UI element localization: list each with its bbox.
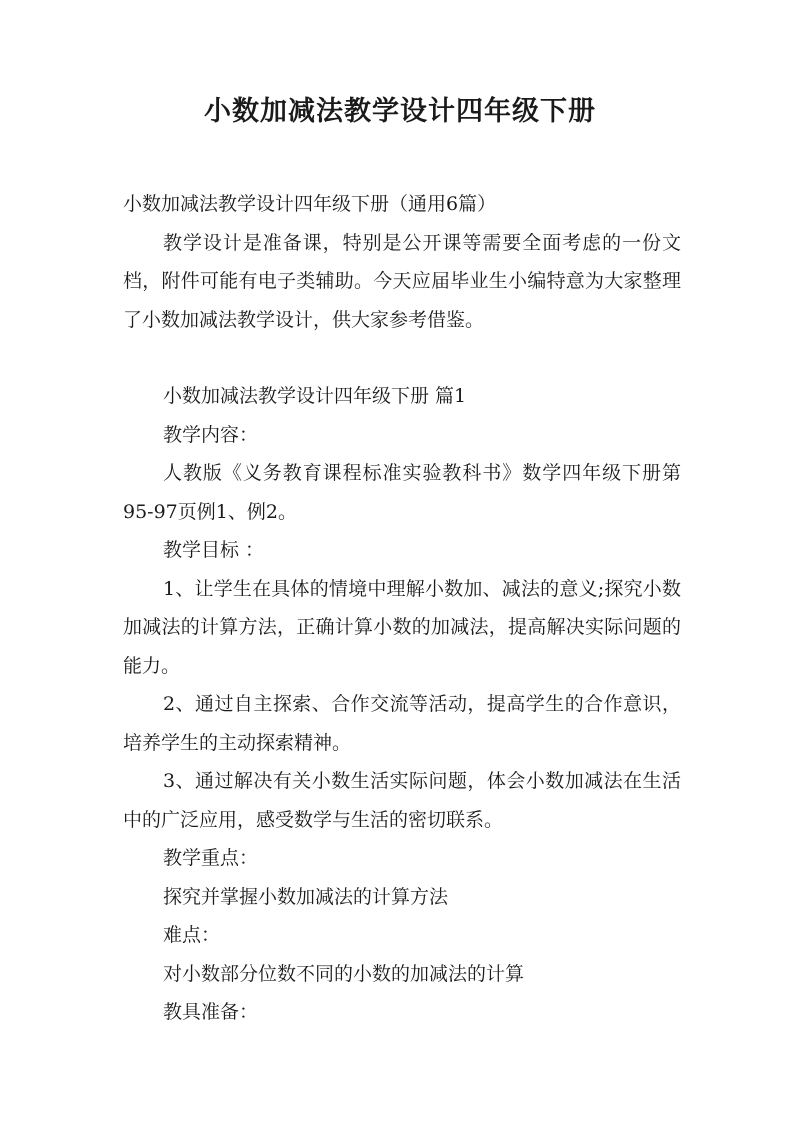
- document-subtitle: 小数加减法教学设计四年级下册（通用6篇）: [123, 193, 497, 215]
- document-title: 小数加减法教学设计四年级下册: [204, 96, 596, 127]
- goal-item-2: 2、通过自主探索、合作交流等活动，提高学生的合作意识，培养学生的主动探索精神。: [123, 693, 681, 754]
- document-body: [123, 185, 681, 1032]
- intro-paragraph: 教学设计是准备课，特别是公开课等需要全面考虑的一份文档，附件可能有电子类辅助。今天应届毕业生小编特意为大家整理了小数加减法教学设计，供大家参考借鉴。: [123, 231, 681, 331]
- difficulty-text: 对小数部分位数不同的小数的加减法的计算: [163, 962, 525, 985]
- section-heading: 小数加减法教学设计四年级下册 篇1: [163, 385, 467, 407]
- preparation-label: 教具准备：: [163, 1001, 259, 1023]
- content-text: 人教版《义务教育课程标准实验教科书》数学四年级下册第95-97页例1、例2。: [123, 462, 681, 523]
- goal-item-3: 3、通过解决有关小数生活实际问题，体会小数加减法在生活中的广泛应用，感受数学与生活的密切联系。: [123, 770, 681, 831]
- difficulty-label: 难点：: [163, 924, 221, 946]
- goal-item-1: 1、让学生在具体的情境中理解小数加、减法的意义;探究小数加减法的计算方法，正确计算小数的加减法，提高解决实际问题的能力。: [123, 577, 681, 677]
- paragraph-gap: [123, 339, 681, 377]
- goals-label: 教学目标 ：: [163, 539, 265, 561]
- key-point-label: 教学重点：: [163, 847, 259, 869]
- content-label: 教学内容：: [163, 423, 259, 446]
- key-point-text: 探究并掌握小数加减法的计算方法: [163, 885, 449, 908]
